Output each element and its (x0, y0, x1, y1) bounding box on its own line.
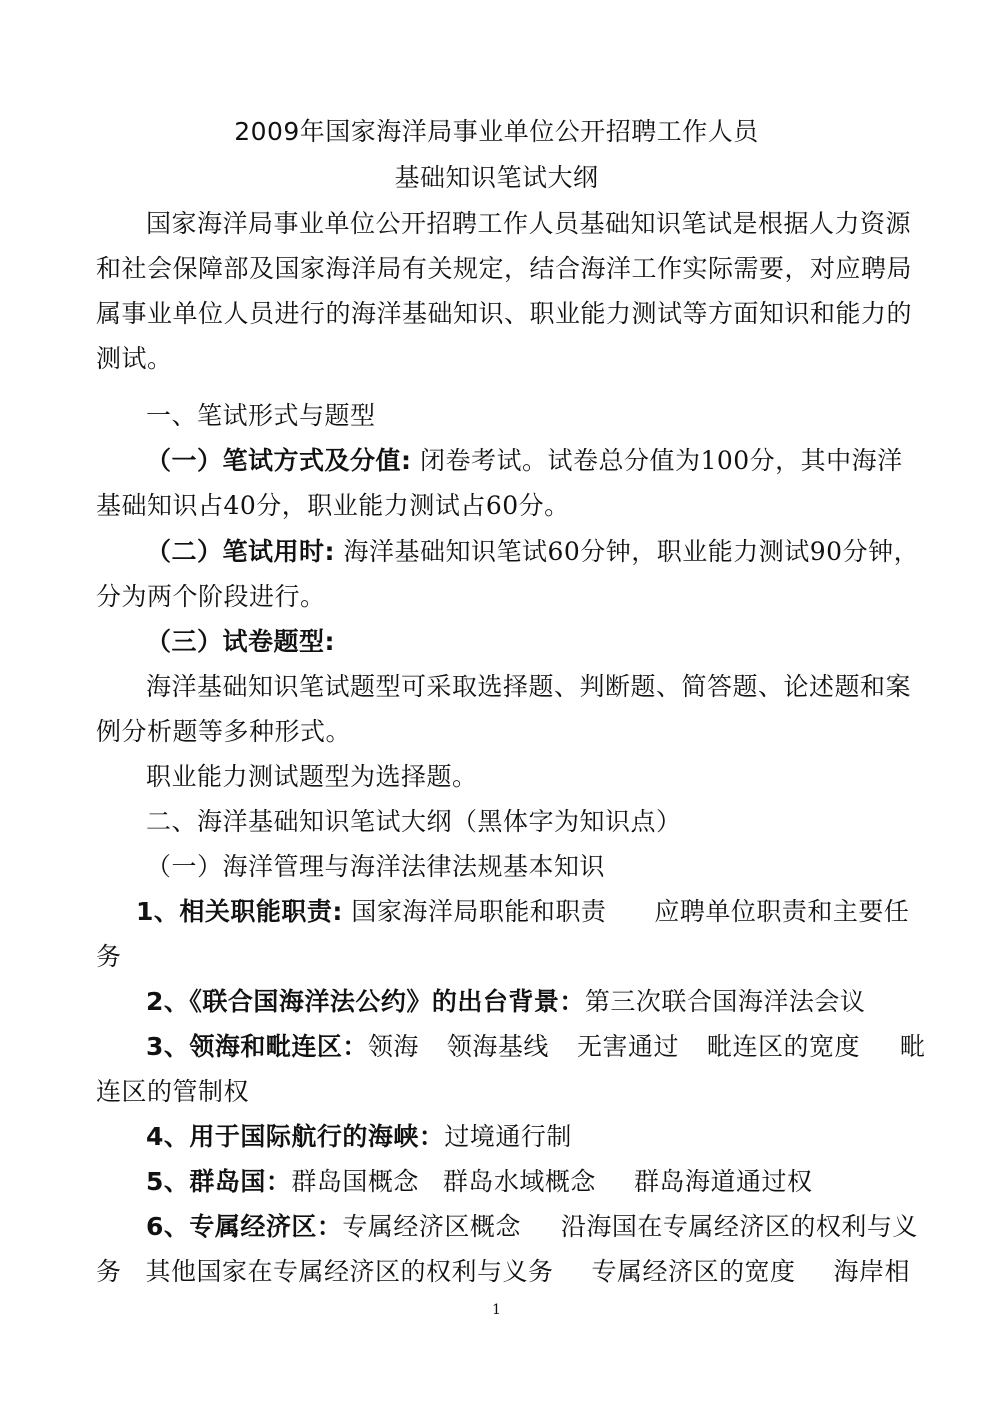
knowledge-point-4 (146, 1121, 572, 1153)
knowledge-point-3-part-3: 无害通过 (576, 1032, 679, 1061)
knowledge-point-5 (146, 1166, 812, 1198)
knowledge-point-6-label: 6、专属经济区： (146, 1212, 343, 1241)
section-1-item-2 (146, 536, 919, 568)
knowledge-point-2-label: 2、《联合国海洋法公约》的出台背景： (146, 987, 585, 1016)
section-1-heading: 一、笔试形式与题型 (146, 401, 376, 430)
knowledge-point-6-part-2: 沿海国在专属经济区的权利与义 (560, 1212, 918, 1241)
knowledge-point-6 (146, 1211, 918, 1243)
knowledge-point-3 (146, 1031, 925, 1063)
title-line-2: 基础知识笔试大纲 (394, 163, 599, 192)
knowledge-point-5-part-1: 群岛国概念 (291, 1167, 419, 1196)
knowledge-point-3-label: 3、领海和毗连区： (146, 1032, 368, 1061)
intro-line-1: 国家海洋局事业单位公开招聘工作人员基础知识笔试是根据人力资源 (146, 209, 912, 238)
knowledge-point-6-continuation-part-3: 专属经济区的宽度 (591, 1257, 796, 1286)
section-1-item-1-label: （一）笔试方式及分值: (146, 446, 412, 475)
section-1-item-2-continuation: 分为两个阶段进行。 (96, 582, 326, 611)
section-2-subheading: （一）海洋管理与海洋法律法规基本知识 (146, 852, 606, 881)
question-types-line-2: 例分析题等多种形式。 (96, 717, 352, 746)
knowledge-point-2 (146, 986, 865, 1018)
section-1-item-1 (146, 445, 903, 477)
section-1-item-2-label: （二）笔试用时: (146, 537, 335, 566)
knowledge-point-6-continuation-part-1: 务 (96, 1257, 122, 1286)
knowledge-point-3-part-1: 领海 (367, 1032, 419, 1061)
knowledge-point-1 (136, 896, 909, 928)
knowledge-point-3-continuation: 连区的管制权 (96, 1077, 250, 1106)
section-1-item-1-text: 闭卷考试。试卷总分值为100分，其中海洋 (419, 446, 903, 475)
section-1-item-1-continuation: 基础知识占40分，职业能力测试占60分。 (96, 491, 570, 520)
knowledge-point-5-part-3: 群岛海道通过权 (633, 1167, 813, 1196)
knowledge-point-5-label: 5、群岛国： (146, 1167, 292, 1196)
page-number: 1 (492, 1302, 501, 1318)
knowledge-point-6-continuation-part-4: 海岸相 (833, 1257, 911, 1286)
intro-line-2: 和社会保障部及国家海洋局有关规定，结合海洋工作实际需要，对应聘局 (96, 254, 913, 283)
title-line-1: 2009年国家海洋局事业单位公开招聘工作人员 (234, 117, 759, 146)
intro-line-4: 测试。 (96, 344, 173, 373)
knowledge-point-6-part-1: 专属经济区概念 (342, 1212, 521, 1241)
section-1-item-3-label: （三）试卷题型: (146, 627, 335, 656)
question-types-line-1: 海洋基础知识笔试题型可采取选择题、判断题、简答题、论述题和案 (146, 672, 912, 701)
knowledge-point-1-part-1: 国家海洋局职能和职责 (351, 897, 607, 926)
knowledge-point-4-label: 4、用于国际航行的海峡： (146, 1122, 445, 1151)
knowledge-point-1-part-2: 应聘单位职责和主要任 (654, 897, 910, 926)
aptitude-test-line: 职业能力测试题型为选择题。 (146, 762, 478, 791)
knowledge-point-1-continuation: 务 (96, 942, 122, 971)
knowledge-point-3-part-4: 毗连区的宽度 (706, 1032, 860, 1061)
knowledge-point-3-part-2: 领海基线 (446, 1032, 549, 1061)
knowledge-point-2-part-1: 第三次联合国海洋法会议 (584, 987, 866, 1016)
section-1-item-2-text: 海洋基础知识笔试60分钟，职业能力测试90分钟， (343, 537, 920, 566)
knowledge-point-3-part-5: 毗 (899, 1032, 926, 1061)
section-2-heading: 二、海洋基础知识笔试大纲（黑体字为知识点） (146, 807, 682, 836)
intro-line-3: 属事业单位人员进行的海洋基础知识、职业能力测试等方面知识和能力的 (96, 299, 913, 328)
knowledge-point-5-part-2: 群岛水域概念 (442, 1167, 596, 1196)
knowledge-point-6-continuation-part-2: 其他国家在专属经济区的权利与义务 (145, 1257, 554, 1286)
knowledge-point-4-part-1: 过境通行制 (444, 1122, 572, 1151)
knowledge-point-1-label: 1、相关职能职责: (136, 897, 343, 926)
knowledge-point-6-continuation (96, 1256, 910, 1288)
